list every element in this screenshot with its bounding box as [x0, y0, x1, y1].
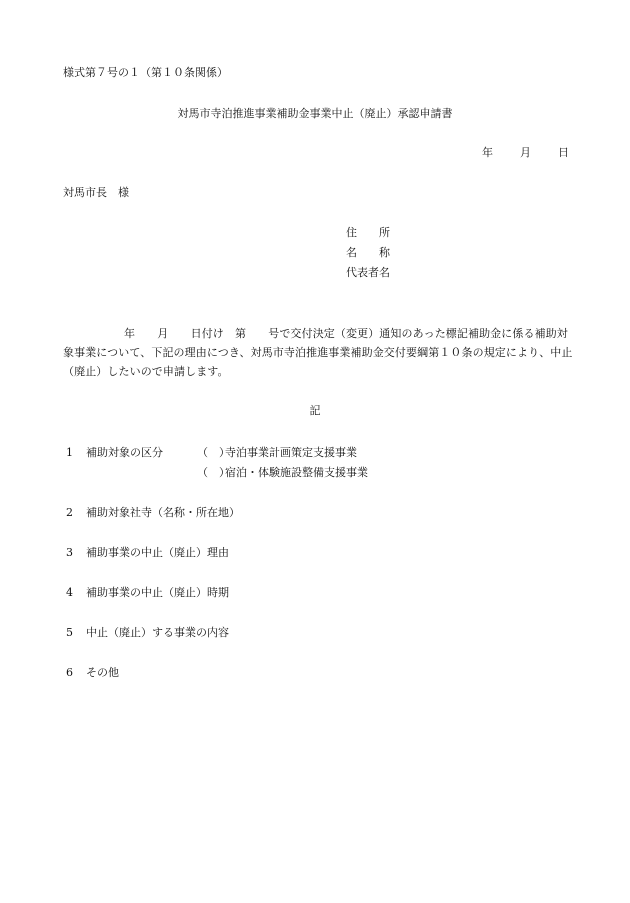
category-option-label: 宿泊・体験施設整備支援事業 [225, 466, 368, 479]
list-item [66, 626, 229, 640]
document-title: 対馬市寺泊推進事業補助金事業中止（廃止）承認申請書 [177, 107, 453, 120]
form-number: 様式第７号の１（第１０条関係） [63, 66, 228, 79]
applicant-representative-label: 代表者名 [346, 266, 390, 279]
date-day: 日 [558, 146, 569, 159]
list-item [66, 666, 119, 680]
item-label: 補助対象社寺（名称・所在地） [86, 506, 240, 519]
date-line [482, 146, 569, 160]
list-item [66, 506, 240, 520]
item-label: 中止（廃止）する事業の内容 [86, 626, 229, 639]
date-month: 月 [520, 146, 531, 159]
item-number: 6 [66, 666, 73, 679]
date-year: 年 [482, 146, 493, 159]
list-item [66, 446, 163, 460]
item-label: 補助事業の中止（廃止）時期 [86, 586, 229, 599]
item-label: 補助事業の中止（廃止）理由 [86, 546, 229, 559]
addressee: 対馬市長 様 [63, 186, 129, 199]
item-label: 補助対象の区分 [86, 446, 163, 459]
list-item [66, 546, 229, 560]
category-option [197, 466, 368, 486]
checkbox-paren: （ ） [197, 466, 230, 479]
applicant-block [346, 226, 390, 286]
item-number: 1 [66, 446, 73, 459]
category-option [197, 446, 368, 466]
applicant-address-label: 住 所 [346, 226, 390, 239]
ki-heading: 記 [309, 404, 321, 417]
item-number: 5 [66, 626, 73, 639]
applicant-name-label: 名 称 [346, 246, 390, 259]
checkbox-paren: （ ） [197, 446, 230, 459]
category-options [197, 446, 368, 486]
body-paragraph: 年 月 日付け 第 号で交付決定（変更）通知のあった標記補助金に係る補助対象事業について、下記の理由につき、対馬市寺泊推進事業補助金交付要綱第１０条の規定により、中止（廃止）したいので申請します。 [63, 327, 573, 378]
item-number: 3 [66, 546, 73, 559]
item-label: その他 [86, 666, 119, 679]
item-number: 4 [66, 586, 73, 599]
item-number: 2 [66, 506, 73, 519]
category-option-label: 寺泊事業計画策定支援事業 [225, 446, 357, 459]
list-item [66, 586, 229, 600]
